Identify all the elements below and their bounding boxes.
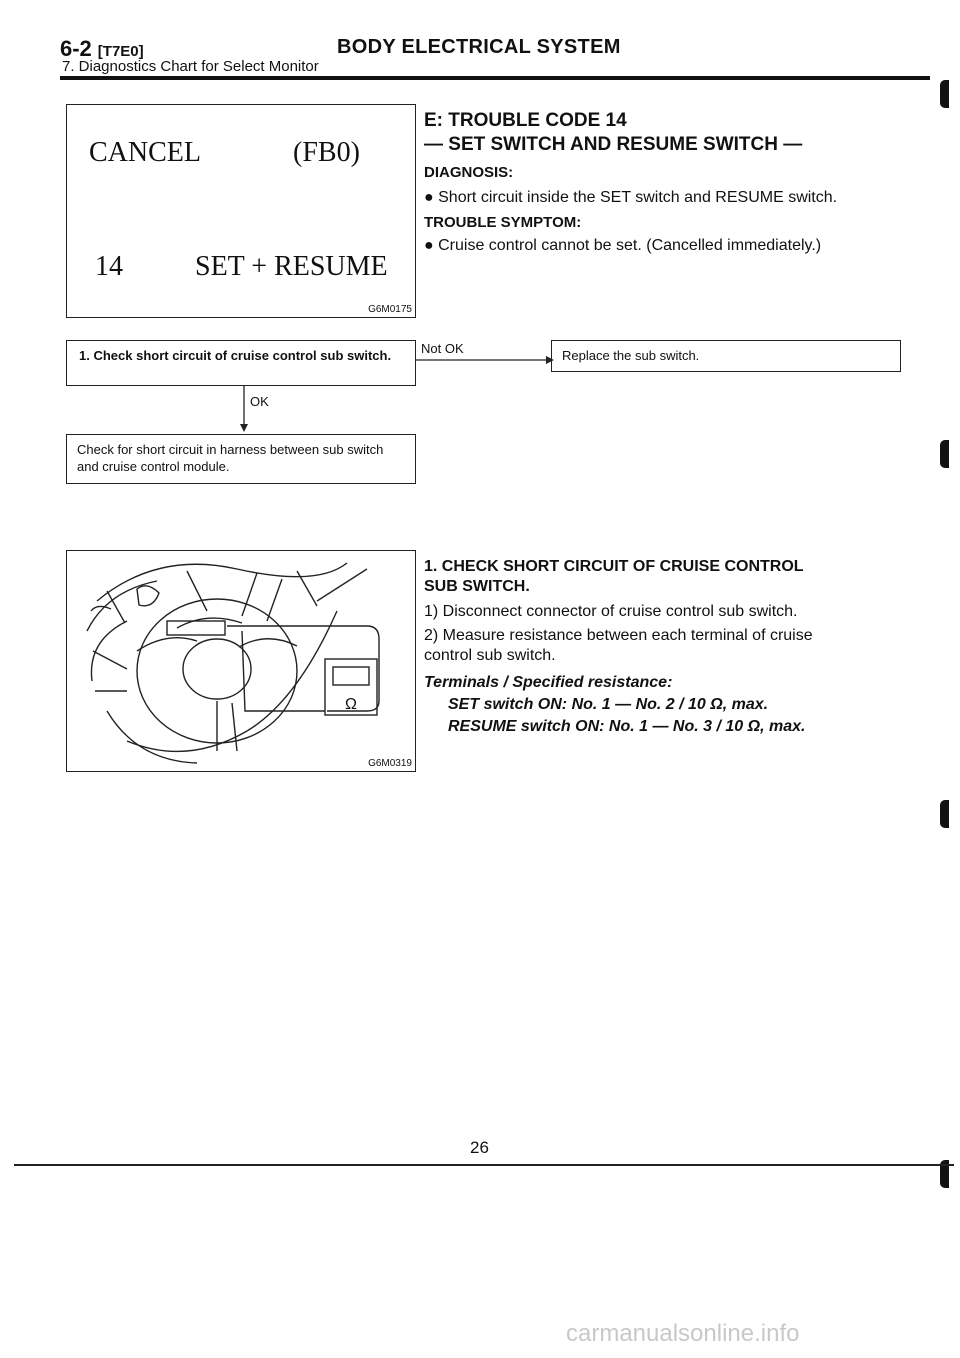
ohm-icon: Ω [345,696,357,713]
spec-resume-switch: RESUME switch ON: No. 1 — No. 3 / 10 Ω, max. [448,718,806,735]
symptom-text: Cruise control cannot be set. (Cancelled immediately.) [438,237,822,254]
select-monitor-display [66,104,416,318]
page-subtitle: 7. Diagnostics Chart for Select Monitor [62,58,319,75]
bullet-icon: ● [424,237,434,254]
figure-id: G6M0319 [368,758,412,769]
flowchart-step-1 [66,340,416,386]
flowchart-step-2 [66,434,416,484]
index-tab [940,800,949,828]
replace-action-box [551,340,901,372]
diagnosis-label: DIAGNOSIS: [424,164,514,181]
monitor-trouble-code: 14 [95,251,123,282]
index-tab [940,440,949,468]
footer-rule [14,1164,954,1166]
header-rule [60,76,930,80]
procedure-step-2-cont: control sub switch. [424,647,556,664]
trouble-code-subtitle: — SET SWITCH AND RESUME SWITCH — [424,134,803,155]
diagnosis-text: Short circuit inside the SET switch and RESUME switch. [438,189,838,206]
page-number: 26 [470,1138,489,1157]
index-tab [940,80,949,108]
trouble-code-title: E: TROUBLE CODE 14 [424,110,627,131]
steering-wheel-illustration [66,550,416,772]
monitor-mode-label: CANCEL [89,137,201,168]
diagnosis-item [424,188,837,208]
figure-id: G6M0175 [368,304,412,315]
section-number: 6-2 [60,36,92,61]
spec-set-switch: SET switch ON: No. 1 — No. 2 / 10 Ω, max. [448,696,769,713]
page-title: BODY ELECTRICAL SYSTEM [337,36,621,58]
watermark: carmanualsonline.info [566,1320,800,1347]
procedure-step-1: 1) Disconnect connector of cruise control sub switch. [424,603,798,620]
flowchart-step-2-text: Check for short circuit in harness between sub switch and cruise control module. [77,442,384,474]
symptom-item [424,236,821,256]
monitor-mode-code: (FB0) [293,137,360,168]
ok-label: OK [250,394,269,409]
section-ref: [T7E0] [97,43,144,60]
not-ok-arrow [416,354,556,366]
monitor-trouble-name: SET + RESUME [195,251,388,282]
not-ok-label: Not OK [421,341,464,356]
procedure-title-cont: SUB SWITCH. [424,578,530,595]
symptom-label: TROUBLE SYMPTOM: [424,214,582,231]
spec-label: Terminals / Specified resistance: [424,674,673,691]
flowchart-step-1-text: 1. Check short circuit of cruise control sub switch. [79,348,392,363]
replace-action-text: Replace the sub switch. [562,348,700,363]
procedure-step-2: 2) Measure resistance between each terminal of cruise [424,627,813,644]
procedure-title: 1. CHECK SHORT CIRCUIT OF CRUISE CONTROL [424,558,804,575]
steering-wheel-drawing [67,551,415,771]
bullet-icon: ● [424,189,434,206]
